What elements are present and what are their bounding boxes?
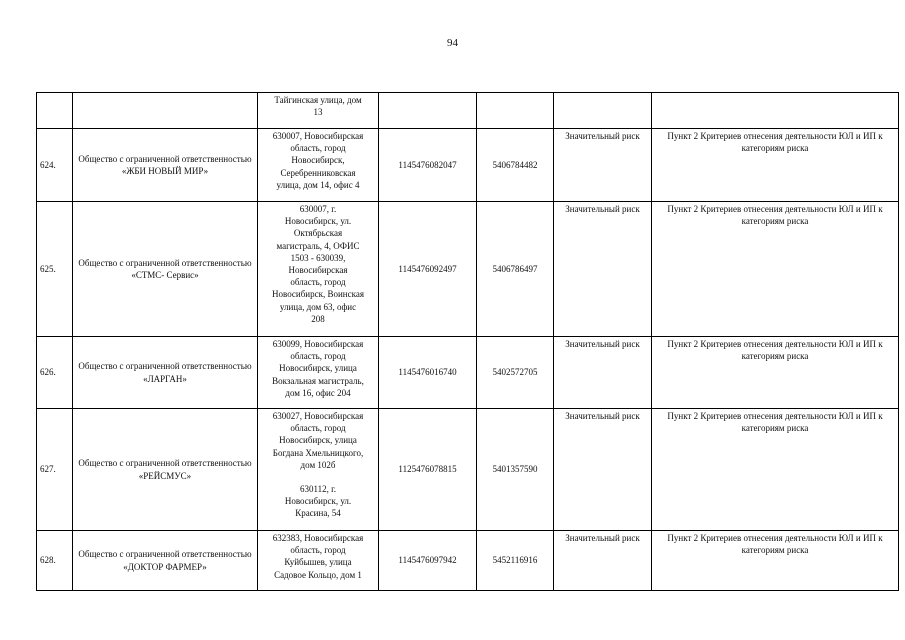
address-line: Новосибирск, улица [279, 435, 357, 446]
address-line: область, город [290, 277, 346, 288]
address-line: Новосибирск, улица [279, 363, 357, 374]
address-line: область, город [290, 545, 346, 556]
company-name: Общество с ограниченной ответственностью «ЛАРГАН» [73, 337, 258, 409]
address-line: 1503 - 630039, [290, 252, 346, 263]
risk-basis: Пункт 2 Критериев отнесения деятельности ЮЛ и ИП к категориям риска [652, 531, 899, 591]
address-line: 630007, г. [299, 204, 337, 214]
row-number: 624. [37, 129, 73, 202]
ogrn-value: 1125476078815 [379, 409, 477, 531]
risk-basis [652, 93, 899, 129]
address-line: Красина, 54 [295, 508, 341, 519]
table-row [37, 93, 899, 129]
row-number: 626. [37, 337, 73, 409]
registry-table [36, 92, 899, 591]
ogrn-value [379, 93, 477, 129]
risk-basis: Пункт 2 Критериев отнесения деятельности ЮЛ и ИП к категориям риска [652, 337, 899, 409]
inn-value [477, 93, 554, 129]
inn-value: 5452116916 [477, 531, 554, 591]
company-name [73, 93, 258, 129]
address-line [261, 471, 375, 483]
address-line: Серебренниковская [280, 167, 356, 178]
address-line: 13 [313, 107, 323, 118]
address-line: Октябрьская [293, 228, 343, 239]
risk-category: Значительный риск [554, 531, 652, 591]
address-line: Богдана Хмельницкого, [272, 447, 364, 458]
address-line: 208 [311, 313, 325, 324]
address-line: Вокзальная магистраль, [272, 375, 364, 386]
risk-basis: Пункт 2 Критериев отнесения деятельности ЮЛ и ИП к категориям риска [652, 409, 899, 531]
risk-basis: Пункт 2 Критериев отнесения деятельности ЮЛ и ИП к категориям риска [652, 129, 899, 202]
table-row [37, 202, 899, 337]
company-address [258, 531, 379, 591]
ogrn-value: 1145476097942 [379, 531, 477, 591]
inn-value: 5406784482 [477, 129, 554, 202]
row-number [37, 93, 73, 129]
address-line: 630099, Новосибирская [272, 339, 364, 349]
address-line: область, город [290, 143, 346, 154]
address-line: 630112, г. [299, 484, 337, 495]
address-line: область, город [290, 351, 346, 362]
inn-value: 5402572705 [477, 337, 554, 409]
risk-category: Значительный риск [554, 129, 652, 202]
table-row [37, 409, 899, 531]
address-line: 632383, Новосибирская [272, 533, 364, 543]
address-line: Садовое Кольцо, дом 1 [274, 569, 362, 580]
inn-value: 5406786497 [477, 202, 554, 337]
table-row [37, 531, 899, 591]
inn-value: 5401357590 [477, 409, 554, 531]
company-address [258, 202, 379, 337]
address-line: Новосибирская [288, 265, 348, 276]
company-address [258, 337, 379, 409]
company-address [258, 93, 379, 129]
address-line: улица, дом 14, офис 4 [276, 179, 360, 190]
company-name: Общество с ограниченной ответственностью «ЖБИ НОВЫЙ МИР» [73, 129, 258, 202]
ogrn-value: 1145476082047 [379, 129, 477, 202]
address-line: Новосибирск, ул. [284, 496, 352, 507]
risk-category: Значительный риск [554, 409, 652, 531]
page-number: 94 [447, 37, 458, 49]
risk-category: Значительный риск [554, 337, 652, 409]
risk-category [554, 93, 652, 129]
company-address [258, 129, 379, 202]
registry-body [37, 93, 899, 591]
row-number: 628. [37, 531, 73, 591]
table-row [37, 129, 899, 202]
address-line: магистраль, 4, ОФИС [276, 240, 360, 251]
row-number: 625. [37, 202, 73, 337]
risk-category: Значительный риск [554, 202, 652, 337]
address-line: 630027, Новосибирская [272, 411, 364, 421]
address-line: Куйбышев, улица [284, 557, 352, 568]
ogrn-value: 1145476016740 [379, 337, 477, 409]
company-name: Общество с ограниченной ответственностью «РЕЙСМУС» [73, 409, 258, 531]
address-line: Тайгинская улица, дом [274, 95, 362, 105]
company-address [258, 409, 379, 531]
ogrn-value: 1145476092497 [379, 202, 477, 337]
company-name: Общество с ограниченной ответственностью «СТМС- Сервис» [73, 202, 258, 337]
table-row [37, 337, 899, 409]
address-line: Новосибирск, Воинская [272, 289, 364, 300]
address-line: улица, дом 63, офис [279, 301, 357, 312]
row-number: 627. [37, 409, 73, 531]
risk-basis: Пункт 2 Критериев отнесения деятельности ЮЛ и ИП к категориям риска [652, 202, 899, 337]
address-line: дом 102б [300, 459, 336, 470]
address-line: 630007, Новосибирская [272, 131, 364, 141]
company-name: Общество с ограниченной ответственностью «ДОКТОР ФАРМЕР» [73, 531, 258, 591]
address-line: Новосибирск, [291, 155, 345, 166]
address-line: дом 16, офис 204 [285, 387, 351, 398]
address-line: область, город [290, 423, 346, 434]
address-line: Новосибирск, ул. [284, 216, 352, 227]
